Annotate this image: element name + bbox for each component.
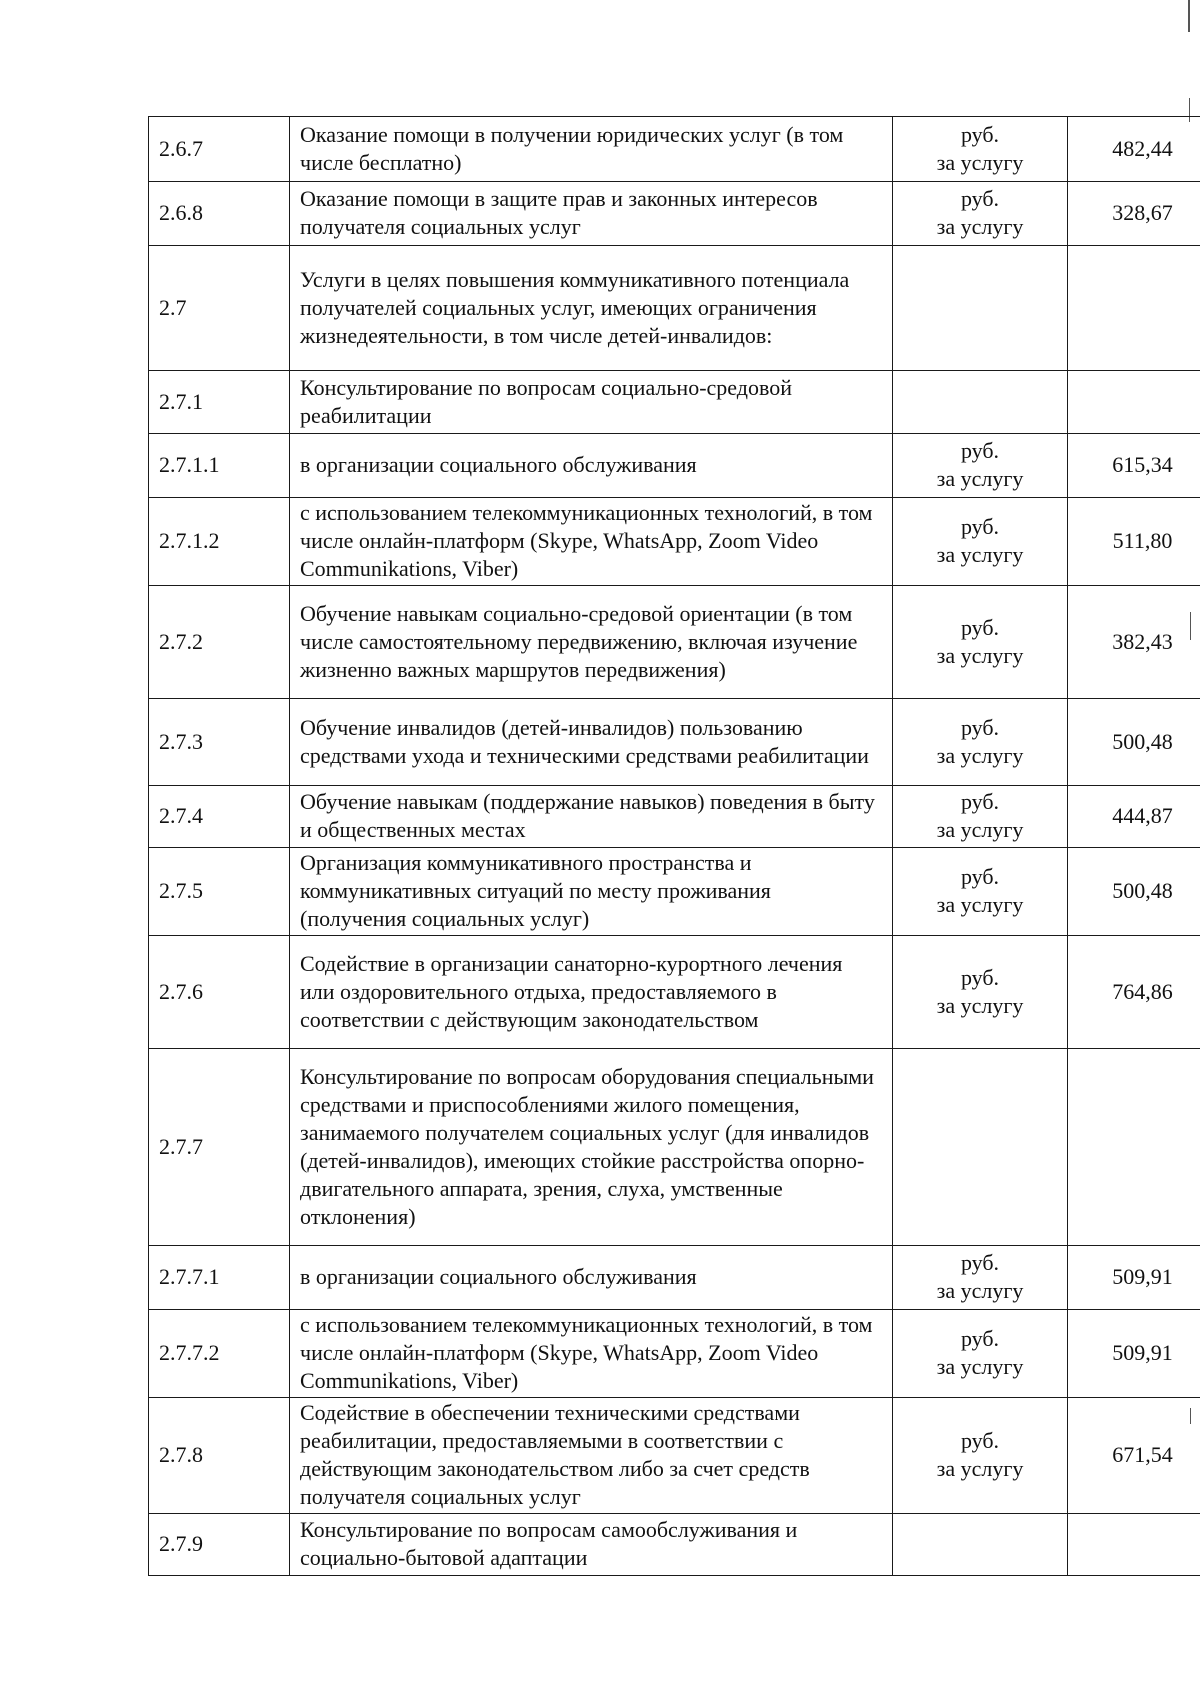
price-value: 382,43 xyxy=(1068,586,1200,699)
service-name: с использованием телекоммуникационных технологий, в том числе онлайн-платформ (Skype, WhatsApp, Zoom Video Communikations, Viber) xyxy=(290,1310,893,1398)
unit-currency: руб. xyxy=(960,438,1000,463)
unit-per-service: за услугу xyxy=(936,742,1024,768)
table-row xyxy=(149,848,1200,936)
table-row xyxy=(149,786,1200,848)
unit-per-service: за услугу xyxy=(936,892,1024,917)
row-number: 2.7.8 xyxy=(149,1398,290,1514)
row-number: 2.7.1 xyxy=(149,371,290,434)
unit-cell xyxy=(893,1310,1068,1398)
table-row xyxy=(149,1310,1200,1398)
table-row xyxy=(149,1514,1200,1576)
table-row xyxy=(149,586,1200,699)
row-number: 2.7.1.2 xyxy=(149,498,290,586)
unit-currency: руб. xyxy=(960,1428,1000,1453)
table-row xyxy=(149,182,1200,246)
row-number: 2.7.3 xyxy=(149,699,290,786)
service-name: с использованием телекоммуникационных технологий, в том числе онлайн-платформ (Skype, WhatsApp, Zoom Video Communikations, Viber) xyxy=(290,498,893,586)
table-row xyxy=(149,246,1200,371)
price-value: 500,48 xyxy=(1068,848,1200,936)
unit-per-service: за услугу xyxy=(936,149,1024,175)
row-number: 2.6.7 xyxy=(149,117,290,182)
row-number: 2.7.6 xyxy=(149,936,290,1049)
price-value xyxy=(1068,246,1200,371)
row-number: 2.7.5 xyxy=(149,848,290,936)
table-row xyxy=(149,936,1200,1049)
unit-cell xyxy=(893,1246,1068,1310)
unit-currency: руб. xyxy=(960,1326,1000,1351)
row-number: 2.7.9 xyxy=(149,1514,290,1576)
service-name: Обучение инвалидов (детей-инвалидов) пользованию средствами ухода и техническими средствами реабилитации xyxy=(290,699,893,786)
price-value: 509,91 xyxy=(1068,1246,1200,1310)
table-row xyxy=(149,498,1200,586)
unit-currency: руб. xyxy=(960,121,1000,147)
unit-cell xyxy=(893,586,1068,699)
unit-cell xyxy=(893,498,1068,586)
row-number: 2.7.4 xyxy=(149,786,290,848)
price-value xyxy=(1068,371,1200,434)
row-number: 2.7.1.1 xyxy=(149,434,290,498)
unit-per-service: за услугу xyxy=(936,1456,1024,1481)
unit-cell xyxy=(893,371,1068,434)
unit-cell xyxy=(893,246,1068,371)
table-row xyxy=(149,434,1200,498)
unit-per-service: за услугу xyxy=(936,542,1024,567)
unit-currency: руб. xyxy=(960,789,1000,814)
service-name: Консультирование по вопросам социально-средовой реабилитации xyxy=(290,371,893,434)
unit-cell xyxy=(893,786,1068,848)
unit-per-service: за услугу xyxy=(936,214,1024,239)
service-name: Содействие в организации санаторно-курортного лечения или оздоровительного отдыха, предоставляемого в соответствии с действующим законодательством xyxy=(290,936,893,1049)
unit-currency: руб. xyxy=(960,514,1000,539)
unit-currency: руб. xyxy=(960,964,1000,990)
price-value: 444,87 xyxy=(1068,786,1200,848)
row-number: 2.7.7 xyxy=(149,1049,290,1246)
unit-cell xyxy=(893,182,1068,246)
service-name: Услуги в целях повышения коммуникативного потенциала получателей социальных услуг, имеющих ограничения жизнедеятельности, в том числе детей-инвалидов: xyxy=(290,246,893,371)
unit-cell xyxy=(893,699,1068,786)
service-name: Обучение навыкам (поддержание навыков) поведения в быту и общественных местах xyxy=(290,786,893,848)
unit-cell xyxy=(893,936,1068,1049)
price-value xyxy=(1068,1049,1200,1246)
service-name: Организация коммуникативного пространства и коммуникативных ситуаций по месту проживания (получения социальных услуг) xyxy=(290,848,893,936)
unit-currency: руб. xyxy=(960,1250,1000,1275)
service-name: Оказание помощи в защите прав и законных интересов получателя социальных услуг xyxy=(290,182,893,246)
service-name: Консультирование по вопросам оборудования специальными средствами и приспособлениями жилого помещения, занимаемого получателем социальных услуг (для инвалидов (детей-инвалидов), имеющих стойкие расстройства опорно-двигательного аппарата, зрения, слуха, умственные отклонения) xyxy=(290,1049,893,1246)
table-row xyxy=(149,1049,1200,1246)
price-value xyxy=(1068,1514,1200,1576)
unit-currency: руб. xyxy=(960,186,1000,211)
unit-per-service: за услугу xyxy=(936,466,1024,491)
price-value: 511,80 xyxy=(1068,498,1200,586)
unit-per-service: за услугу xyxy=(936,817,1024,842)
unit-cell xyxy=(893,117,1068,182)
unit-cell xyxy=(893,1049,1068,1246)
unit-per-service: за услугу xyxy=(936,992,1024,1018)
price-value: 671,54 xyxy=(1068,1398,1200,1514)
table-row xyxy=(149,117,1200,182)
table-row xyxy=(149,1398,1200,1514)
table-row xyxy=(149,699,1200,786)
unit-per-service: за услугу xyxy=(936,1354,1024,1379)
table-row xyxy=(149,371,1200,434)
row-number: 2.7 xyxy=(149,246,290,371)
unit-currency: руб. xyxy=(960,714,1000,740)
unit-cell xyxy=(893,1398,1068,1514)
tariff-table xyxy=(148,116,1200,1576)
price-value: 328,67 xyxy=(1068,182,1200,246)
price-value: 764,86 xyxy=(1068,936,1200,1049)
service-name: в организации социального обслуживания xyxy=(290,1246,893,1310)
price-value: 500,48 xyxy=(1068,699,1200,786)
unit-per-service: за услугу xyxy=(936,1278,1024,1303)
price-value: 482,44 xyxy=(1068,117,1200,182)
unit-per-service: за услугу xyxy=(936,642,1024,668)
scan-edge-mark xyxy=(1188,0,1190,32)
unit-cell xyxy=(893,434,1068,498)
unit-currency: руб. xyxy=(960,614,1000,640)
row-number: 2.7.7.2 xyxy=(149,1310,290,1398)
unit-cell xyxy=(893,1514,1068,1576)
row-number: 2.7.7.1 xyxy=(149,1246,290,1310)
price-value: 615,34 xyxy=(1068,434,1200,498)
row-number: 2.6.8 xyxy=(149,182,290,246)
service-name: Содействие в обеспечении техническими средствами реабилитации, предоставляемыми в соответствии с действующим законодательством либо за счет средств получателя социальных услуг xyxy=(290,1398,893,1514)
table-row xyxy=(149,1246,1200,1310)
service-name: в организации социального обслуживания xyxy=(290,434,893,498)
service-name: Обучение навыкам социально-средовой ориентации (в том числе самостоятельному передвижению, включая изучение жизненно важных маршрутов передвижения) xyxy=(290,586,893,699)
service-name: Консультирование по вопросам самообслуживания и социально-бытовой адаптации xyxy=(290,1514,893,1576)
row-number: 2.7.2 xyxy=(149,586,290,699)
price-value: 509,91 xyxy=(1068,1310,1200,1398)
unit-currency: руб. xyxy=(960,864,1000,889)
unit-cell xyxy=(893,848,1068,936)
service-name: Оказание помощи в получении юридических услуг (в том числе бесплатно) xyxy=(290,117,893,182)
